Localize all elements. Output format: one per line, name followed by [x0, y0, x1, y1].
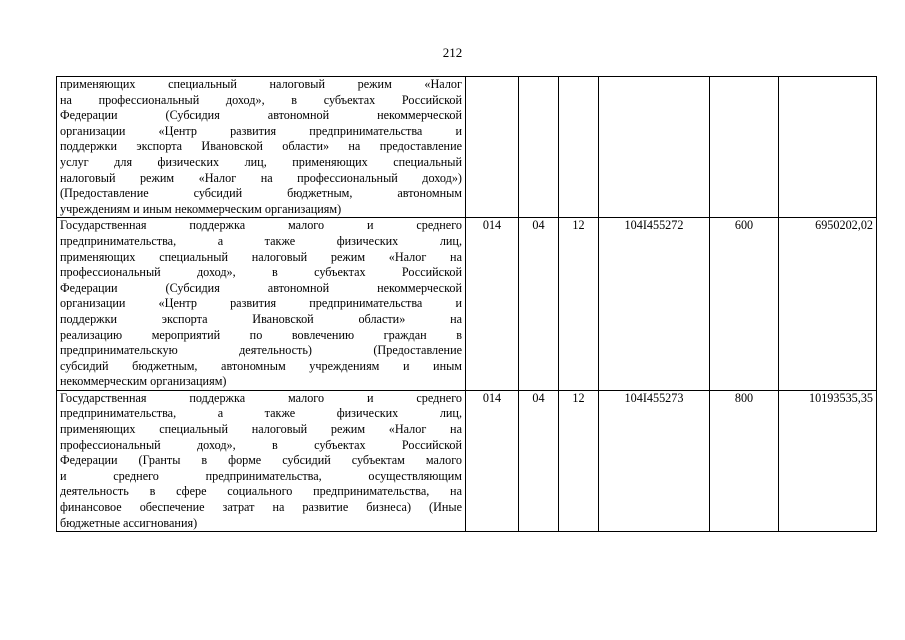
- description-line: применяющих специальный налоговый режим «Налог: [60, 77, 462, 91]
- description-line: Государственная поддержка малого и среднего: [60, 218, 462, 233]
- section-code-cell: 04: [519, 218, 559, 391]
- ministry-code-cell: 014: [466, 390, 519, 531]
- description-line: применяющих специальный налоговый режим «Налог на: [60, 249, 462, 264]
- description-line: Федерации (Субсидия автономной некоммерческой: [60, 108, 462, 123]
- description-line: предпринимательства, а также физических лиц,: [60, 406, 462, 421]
- table-row: [57, 218, 877, 391]
- table-row: [57, 390, 877, 531]
- description-line: финансовое обеспечение затрат на развитие бизнеса) (Иные: [60, 500, 462, 515]
- description-line: поддержки экспорта Ивановской области» на: [60, 311, 462, 326]
- target-article-cell: 104I455273: [599, 390, 710, 531]
- description-line: Федерации (Субсидия автономной некоммерческой: [60, 280, 462, 295]
- amount-cell: 6950202,02: [779, 218, 877, 391]
- description-line: предпринимательскую деятельность) (Предоставление: [60, 343, 462, 358]
- description-line: деятельность в сфере социального предпринимательства, на: [60, 484, 462, 499]
- expense-type-cell: 800: [710, 390, 779, 531]
- target-article-cell: 104I455272: [599, 218, 710, 391]
- description-line: бюджетные ассигнования): [60, 515, 198, 530]
- section-code-cell: [519, 77, 559, 218]
- description-line: профессиональный доход», в субъектах Российской: [60, 437, 462, 452]
- amount-cell: [779, 77, 877, 218]
- description-line: учреждениям и иным некоммерческим организациям): [60, 201, 342, 216]
- amount-cell: 10193535,35: [779, 390, 877, 531]
- description-line: применяющих специальный налоговый режим «Налог на: [60, 422, 462, 437]
- description-line: (Предоставление субсидий бюджетным, автономным: [60, 186, 462, 201]
- description-cell: [57, 77, 466, 218]
- description-line: Федерации (Гранты в форме субсидий субъектам малого: [60, 453, 462, 468]
- description-line: профессиональный доход», в субъектах Российской: [60, 265, 462, 280]
- subsection-code-cell: 12: [559, 218, 599, 391]
- description-line: услуг для физических лиц, применяющих специальный: [60, 154, 462, 169]
- description-line: организации «Центр развития предпринимательства и: [60, 123, 462, 138]
- description-line: налоговый режим «Налог на профессиональный доход»): [60, 170, 462, 185]
- description-line: некоммерческим организациям): [60, 374, 227, 389]
- ministry-code-cell: 014: [466, 218, 519, 391]
- expense-type-cell: [710, 77, 779, 218]
- section-code-cell: 04: [519, 390, 559, 531]
- description-line: организации «Центр развития предпринимательства и: [60, 296, 462, 311]
- subsection-code-cell: [559, 77, 599, 218]
- target-article-cell: [599, 77, 710, 218]
- budget-table: [56, 76, 877, 532]
- description-line: и среднего предпринимательства, осуществляющим: [60, 468, 462, 483]
- description-cell: [57, 390, 466, 531]
- description-line: реализацию мероприятий по вовлечению граждан в: [60, 327, 462, 342]
- description-line: предпринимательства, а также физических лиц,: [60, 233, 462, 248]
- description-line: поддержки экспорта Ивановской области» на предоставление: [60, 139, 462, 154]
- description-line: Государственная поддержка малого и среднего: [60, 390, 462, 405]
- description-cell: [57, 218, 466, 391]
- description-line: субсидий бюджетным, автономным учреждениям и иным: [60, 358, 462, 373]
- subsection-code-cell: 12: [559, 390, 599, 531]
- description-line: на профессиональный доход», в субъектах Российской: [60, 92, 462, 107]
- ministry-code-cell: [466, 77, 519, 218]
- expense-type-cell: 600: [710, 218, 779, 391]
- table-row: [57, 77, 877, 218]
- page-number: 212: [442, 45, 463, 60]
